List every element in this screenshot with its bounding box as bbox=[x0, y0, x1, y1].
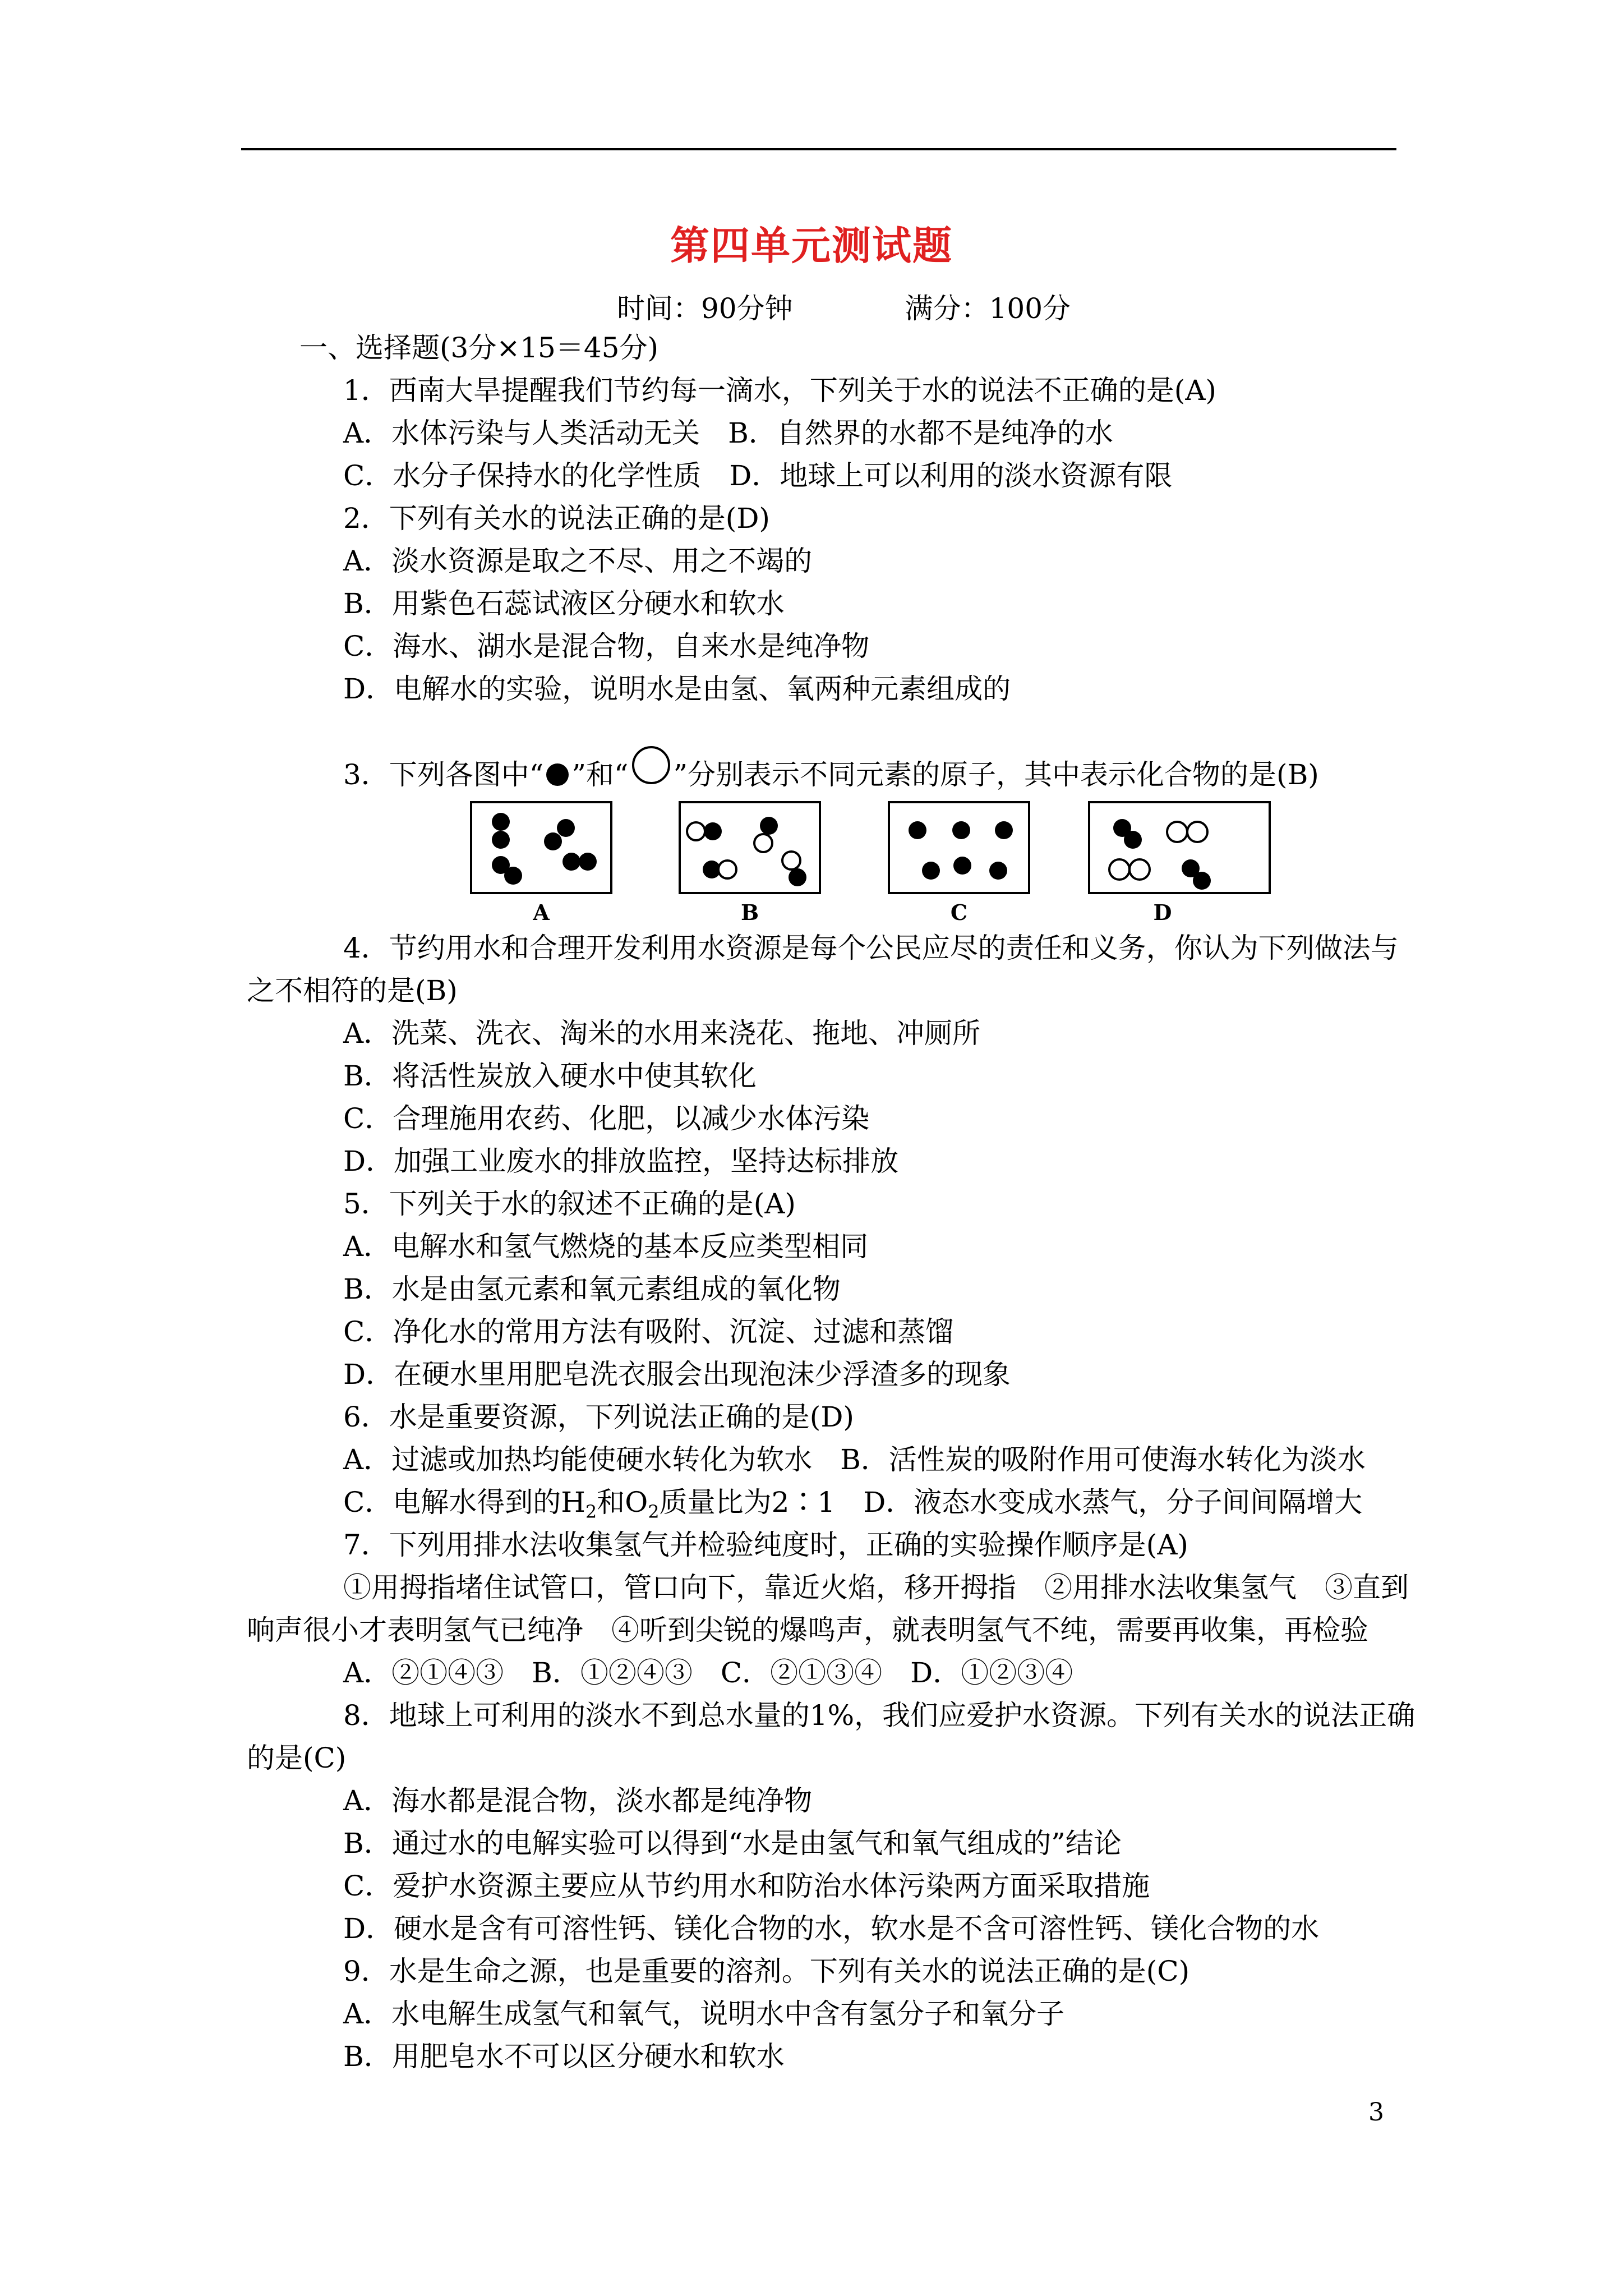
q2-stem: 2．下列有关水的说法正确的是(D) bbox=[343, 502, 770, 535]
q6-options-ab: A．过滤或加热均能使硬水转化为软水 B．活性炭的吸附作用可使海水转化为淡水 bbox=[343, 1443, 1366, 1476]
q6-c-subscript-2: 2 bbox=[648, 1501, 660, 1522]
q4-stem-line2: 之不相符的是(B) bbox=[247, 974, 458, 1007]
q3-stem-part2: ”和“ bbox=[571, 758, 629, 791]
q8-option-a: A．海水都是混合物，淡水都是纯净物 bbox=[343, 1784, 813, 1817]
figure-label-a: A bbox=[533, 900, 550, 925]
q6-cd-text-end: 质量比为2∶1 D．液态水变成水蒸气，分子间间隔增大 bbox=[659, 1486, 1363, 1519]
figure-label-d: D bbox=[1153, 900, 1172, 925]
q1-options-ab: A．水体污染与人类活动无关 B．自然界的水都不是纯净的水 bbox=[343, 417, 1113, 449]
figure-box-d-atoms bbox=[1109, 819, 1211, 890]
q8-stem-line1: 8．地球上可利用的淡水不到总水量的1%，我们应爱护水资源。下列有关水的说法正确 bbox=[343, 1699, 1415, 1732]
header-rule bbox=[241, 148, 1396, 150]
figure-box-b-atoms bbox=[687, 817, 806, 886]
q4-option-a: A．洗菜、洗衣、淘米的水用来浇花、拖地、冲厕所 bbox=[343, 1017, 981, 1050]
q6-c-text-mid: 和O bbox=[597, 1486, 648, 1519]
figure-label-b: B bbox=[740, 900, 759, 925]
q2-option-d: D．电解水的实验，说明水是由氢、氧两种元素组成的 bbox=[343, 673, 1011, 705]
q6-c-subscript-1: 2 bbox=[585, 1501, 597, 1522]
q7-steps-line1: ①用拇指堵住试管口，管口向下，靠近火焰，移开拇指 ②用排水法收集氢气 ③直到 bbox=[343, 1571, 1409, 1604]
q4-option-c: C．合理施用农药、化肥，以减少水体污染 bbox=[343, 1102, 870, 1135]
exam-time: 时间：90分钟 bbox=[617, 292, 793, 325]
figure-box-b bbox=[680, 802, 820, 893]
q6-stem: 6．水是重要资源，下列说法正确的是(D) bbox=[343, 1401, 854, 1433]
page-title: 第四单元测试题 bbox=[670, 222, 953, 269]
exam-meta bbox=[617, 286, 1178, 326]
q6-c-text: C．电解水得到的H bbox=[343, 1486, 585, 1519]
q6-options-cd bbox=[343, 1485, 1362, 1529]
q3-stem-part3: ”分别表示不同元素的原子，其中表示化合物的是(B) bbox=[673, 758, 1319, 791]
q7-stem: 7．下列用排水法收集氢气并检验纯度时，正确的实验操作顺序是(A) bbox=[343, 1529, 1188, 1561]
exam-score: 满分：100分 bbox=[905, 292, 1071, 325]
q5-stem: 5．下列关于水的叙述不正确的是(A) bbox=[343, 1188, 796, 1220]
q5-option-d: D．在硬水里用肥皂洗衣服会出现泡沫少浮渣多的现象 bbox=[343, 1358, 1011, 1391]
q2-option-b: B．用紫色石蕊试液区分硬水和软水 bbox=[343, 587, 785, 620]
q1-stem: 1．西南大旱提醒我们节约每一滴水，下列关于水的说法不正确的是(A) bbox=[343, 374, 1216, 407]
filled-atom-icon bbox=[543, 761, 571, 789]
q4-stem-line1: 4．节约用水和合理开发利用水资源是每个公民应尽的责任和义务，你认为下列做法与 bbox=[343, 932, 1399, 964]
q2-option-a: A．淡水资源是取之不尽、用之不竭的 bbox=[343, 545, 813, 577]
figure-box-c-atoms bbox=[909, 821, 1013, 880]
q5-option-c: C．净化水的常用方法有吸附、沉淀、过滤和蒸馏 bbox=[343, 1315, 954, 1348]
q8-option-b: B．通过水的电解实验可以得到“水是由氢气和氧气组成的”结论 bbox=[343, 1827, 1122, 1860]
hollow-atom-icon bbox=[629, 746, 674, 789]
figure-box-d bbox=[1089, 802, 1270, 893]
figure-label-c: C bbox=[950, 900, 968, 925]
q7-steps-line2: 响声很小才表明氢气已纯净 ④听到尖锐的爆鸣声，就表明氢气不纯，需要再收集，再检验 bbox=[247, 1614, 1368, 1646]
q4-option-d: D．加强工业废水的排放监控，坚持达标排放 bbox=[343, 1145, 899, 1177]
q5-option-a: A．电解水和氢气燃烧的基本反应类型相同 bbox=[343, 1230, 869, 1263]
q2-option-c: C．海水、湖水是混合物，自来水是纯净物 bbox=[343, 630, 870, 662]
page-number: 3 bbox=[1368, 2098, 1384, 2127]
q1-options-cd: C．水分子保持水的化学性质 D．地球上可以利用的淡水资源有限 bbox=[343, 459, 1173, 492]
q5-option-b: B．水是由氢元素和氧元素组成的氧化物 bbox=[343, 1273, 841, 1305]
q7-options: A．②①④③ B．①②④③ C．②①③④ D．①②③④ bbox=[343, 1657, 1073, 1689]
figure-box-c bbox=[889, 802, 1029, 893]
q3-stem-part1: 3．下列各图中“ bbox=[343, 758, 544, 791]
figure-box-a-atoms bbox=[492, 813, 597, 885]
q9-option-b: B．用肥皂水不可以区分硬水和软水 bbox=[343, 2040, 785, 2073]
q8-option-d: D．硬水是含有可溶性钙、镁化合物的水，软水是不含可溶性钙、镁化合物的水 bbox=[343, 1912, 1320, 1945]
q4-option-b: B．将活性炭放入硬水中使其软化 bbox=[343, 1060, 757, 1092]
q9-stem: 9．水是生命之源，也是重要的溶剂。下列有关水的说法正确的是(C) bbox=[343, 1955, 1190, 1987]
figure-box-a bbox=[471, 802, 611, 893]
q8-option-c: C．爱护水资源主要应从节约用水和防治水体污染两方面采取措施 bbox=[343, 1870, 1150, 1902]
q3-stem bbox=[343, 746, 1319, 792]
section-heading: 一、选择题(3分×15＝45分) bbox=[299, 332, 658, 364]
q8-stem-line2: 的是(C) bbox=[247, 1742, 347, 1774]
q9-option-a: A．水电解生成氢气和氧气，说明水中含有氢分子和氧分子 bbox=[343, 1998, 1065, 2030]
